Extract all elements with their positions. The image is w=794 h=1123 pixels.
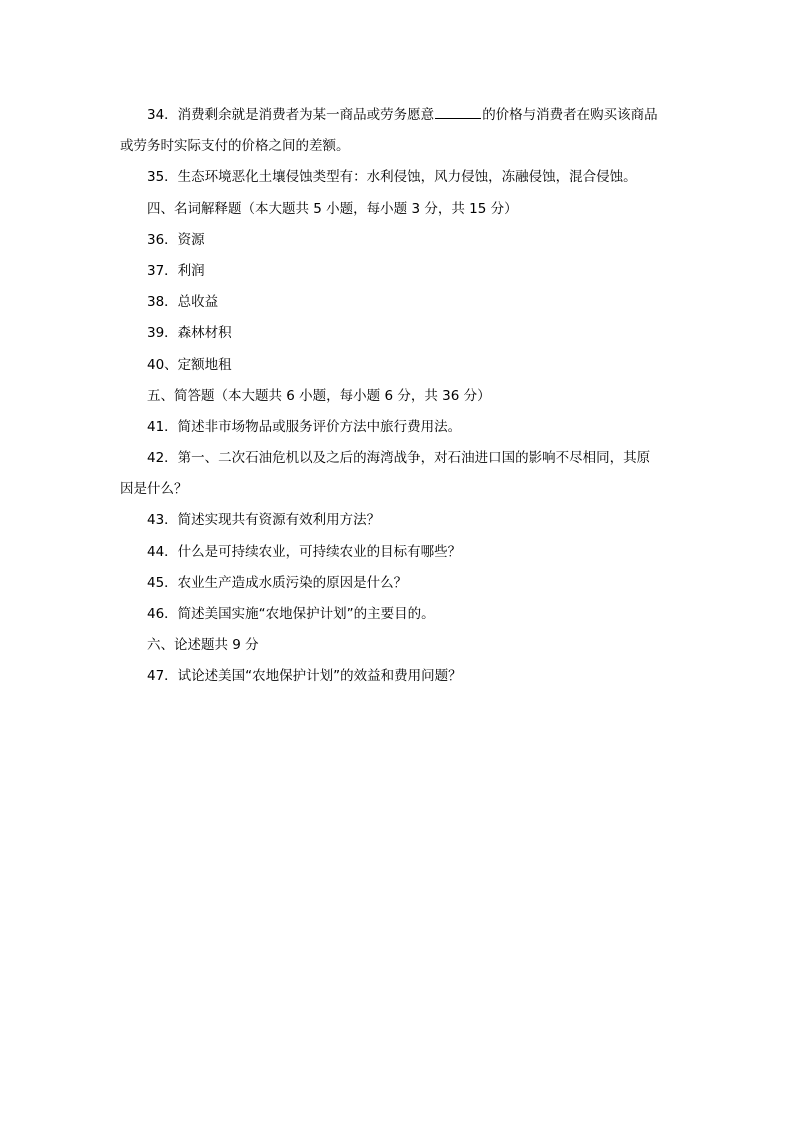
question-41: 41．简述非市场物品或服务评价方法中旅行费用法。 — [147, 418, 462, 435]
question-34-continuation: 或劳务时实际支付的价格之间的差额。 — [120, 138, 350, 155]
section-heading-4: 四、名词解释题（本大题共 5 小题，每小题 3 分，共 15 分） — [147, 200, 518, 217]
section-heading-5: 五、简答题（本大题共 6 小题，每小题 6 分，共 36 分） — [147, 387, 491, 404]
question-44: 44．什么是可持续农业，可持续农业的目标有哪些？ — [147, 543, 462, 560]
exam-content — [120, 100, 680, 693]
question-42-continuation: 因是什么？ — [120, 481, 188, 498]
question-34-prefix: 34．消费剩余就是消费者为某一商品或劳务愿意 — [147, 107, 435, 123]
question-34 — [120, 100, 680, 131]
question-34-suffix: 的价格与消费者在购买该商品 — [482, 107, 658, 123]
section-heading-6: 六、论述题共 9 分 — [147, 637, 259, 654]
question-43: 43．简述实现共有资源有效利用方法？ — [147, 512, 381, 529]
question-42: 42．第一、二次石油危机以及之后的海湾战争，对石油进口国的影响不尽相同，其原 — [147, 450, 651, 467]
fill-in-blank — [435, 104, 481, 119]
question-35: 35．生态环境恶化土壤侵蚀类型有：水利侵蚀，风力侵蚀，冻融侵蚀，混合侵蚀。 — [147, 169, 637, 186]
question-38: 38．总收益 — [147, 294, 219, 311]
question-37: 37．利润 — [147, 262, 205, 279]
question-45: 45．农业生产造成水质污染的原因是什么？ — [147, 574, 408, 591]
question-36: 36．资源 — [147, 231, 205, 248]
question-39: 39．森林材积 — [147, 325, 232, 342]
question-40: 40、定额地租 — [147, 356, 232, 373]
question-47: 47．试论述美国“农地保护计划”的效益和费用问题？ — [147, 668, 462, 685]
question-46: 46．简述美国实施“农地保护计划”的主要目的。 — [147, 606, 435, 622]
